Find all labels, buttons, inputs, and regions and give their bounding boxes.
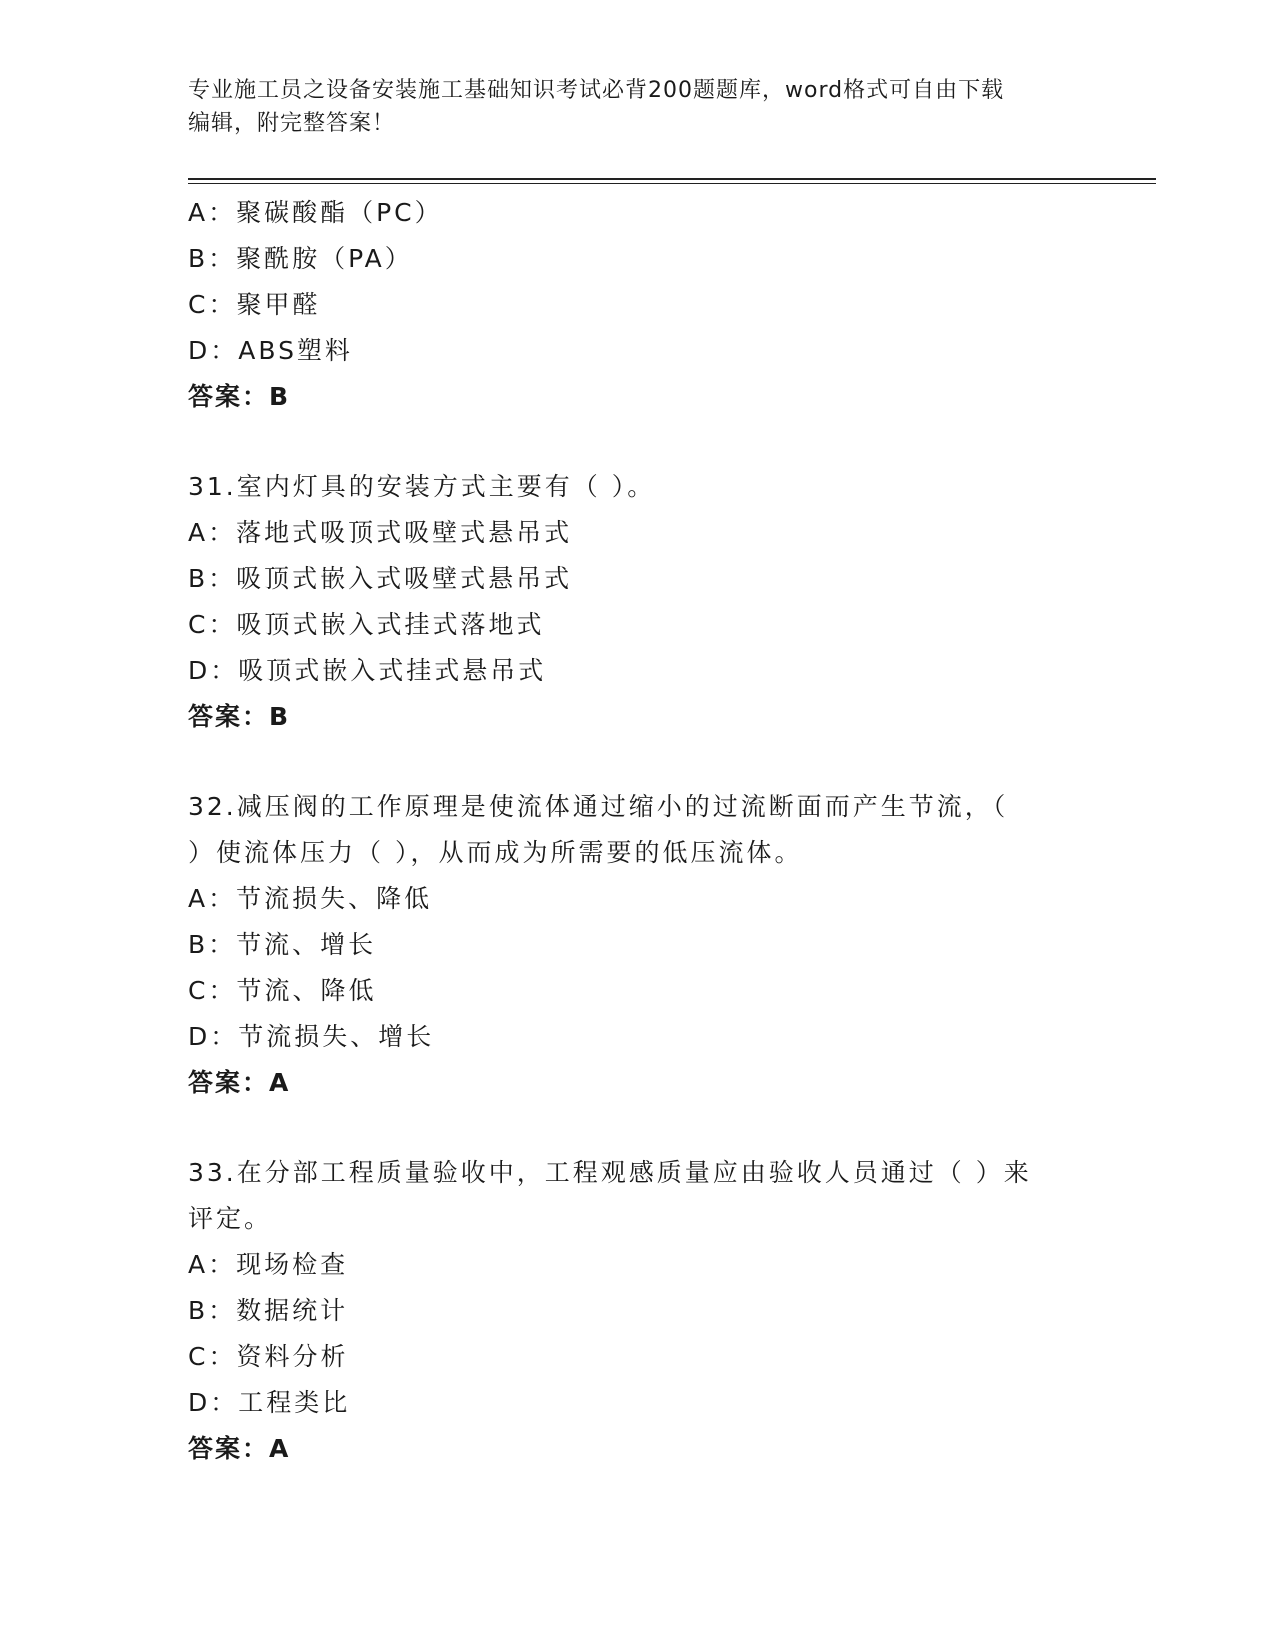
option-b: B：数据统计	[188, 1296, 349, 1325]
answer: 答案：B	[188, 702, 291, 731]
option-a: A：节流损失、降低	[188, 884, 433, 913]
question-33	[188, 1150, 1148, 1472]
question-32	[188, 784, 1148, 1106]
option-d: D：节流损失、增长	[188, 1022, 435, 1051]
answer: 答案：A	[188, 1434, 291, 1463]
document-header	[188, 74, 1088, 140]
option-c: C：吸顶式嵌入式挂式落地式	[188, 610, 545, 639]
option-a: A：现场检查	[188, 1250, 349, 1279]
option-c: C：节流、降低	[188, 976, 377, 1005]
header-divider-thin	[188, 183, 1156, 184]
option-b: B：聚酰胺（PA）	[188, 244, 413, 273]
header-title-line1: 专业施工员之设备安装施工基础知识考试必背200题题库，word格式可自由下载	[188, 78, 1005, 103]
option-a: A：聚碳酸酯（PC）	[188, 198, 443, 227]
header-divider-thick	[188, 178, 1156, 180]
answer: 答案：B	[188, 382, 291, 411]
option-c: C：聚甲醛	[188, 290, 321, 319]
option-d: D：工程类比	[188, 1388, 351, 1417]
question-text-line1: 33.在分部工程质量验收中，工程观感质量应由验收人员通过（ ）来	[188, 1158, 1032, 1187]
question-text-line2: 评定。	[188, 1204, 273, 1233]
header-title-line2: 编辑，附完整答案！	[188, 111, 396, 136]
question-31	[188, 464, 1148, 740]
option-b: B：吸顶式嵌入式吸壁式悬吊式	[188, 564, 573, 593]
option-a: A：落地式吸顶式吸壁式悬吊式	[188, 518, 573, 547]
question-30	[188, 190, 1148, 420]
question-list	[188, 190, 1148, 1472]
question-text: 31.室内灯具的安装方式主要有（ ）。	[188, 472, 656, 501]
option-d: D：吸顶式嵌入式挂式悬吊式	[188, 656, 547, 685]
option-d: D：ABS塑料	[188, 336, 353, 365]
answer: 答案：A	[188, 1068, 291, 1097]
option-b: B：节流、增长	[188, 930, 377, 959]
question-text-line1: 32.减压阀的工作原理是使流体通过缩小的过流断面而产生节流，（	[188, 792, 1009, 821]
option-c: C：资料分析	[188, 1342, 349, 1371]
question-text-line2: ）使流体压力（ ），从而成为所需要的低压流体。	[188, 838, 803, 867]
